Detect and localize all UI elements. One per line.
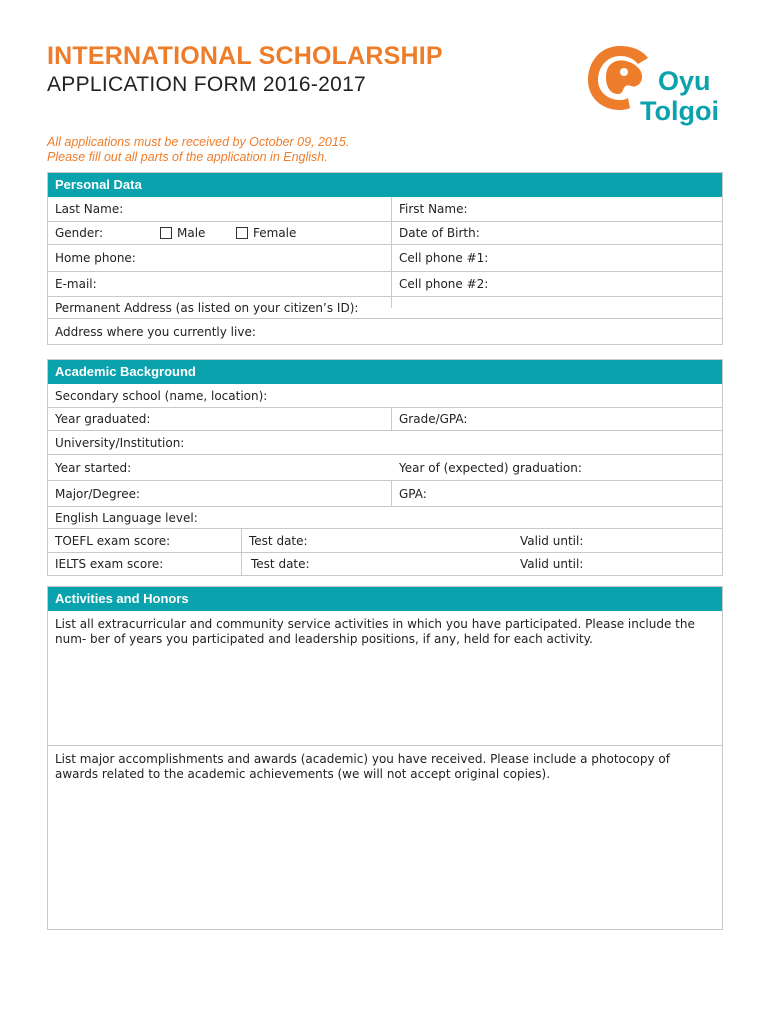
major-label: Major/Degree:	[55, 486, 141, 501]
academic-background-section	[47, 359, 723, 576]
toefl-test-date-label: Test date:	[249, 533, 308, 548]
male-label: Male	[177, 226, 206, 240]
email-label: E-mail:	[55, 277, 97, 291]
year-expected-label: Year of (expected) graduation:	[399, 460, 582, 475]
english-level-label: English Language level:	[55, 510, 198, 525]
university-label: University/Institution:	[55, 435, 185, 450]
female-option[interactable]	[236, 222, 296, 244]
dob-label: Date of Birth:	[399, 226, 480, 240]
year-graduated-label: Year graduated:	[55, 412, 151, 426]
secondary-school-row	[48, 384, 722, 407]
ielts-test-date-label: Test date:	[251, 557, 310, 571]
home-cell1-row	[48, 244, 722, 271]
personal-data-section	[47, 172, 723, 345]
cell-phone-1-label: Cell phone #1:	[399, 251, 489, 265]
male-checkbox[interactable]	[160, 227, 172, 239]
year-graduated-row	[48, 407, 722, 430]
gender-label: Gender:	[55, 226, 104, 240]
awards-box[interactable]	[48, 745, 722, 929]
university-row	[48, 430, 722, 454]
gpa-label: GPA:	[399, 486, 427, 501]
academic-background-heading: Academic Background	[48, 360, 722, 384]
permanent-address-label: Permanent Address (as listed on your citizen’s ID):	[55, 300, 359, 315]
secondary-school-label: Secondary school (name, location):	[55, 388, 268, 403]
activities-honors-heading: Activities and Honors	[48, 587, 722, 611]
major-row	[48, 480, 722, 506]
deadline-notice: All applications must be received by October 09, 2015.	[47, 135, 350, 149]
activities-honors-section	[47, 586, 723, 930]
activities-box[interactable]	[48, 611, 722, 745]
gender-dob-row	[48, 221, 722, 244]
current-address-label: Address where you currently live:	[55, 324, 256, 339]
logo-word-tolgoi: Tolgoi	[640, 96, 719, 126]
ielts-row	[48, 552, 722, 575]
english-level-row	[48, 506, 722, 528]
language-notice: Please fill out all parts of the application in English.	[47, 150, 328, 164]
grade-gpa-label: Grade/GPA:	[399, 412, 468, 426]
year-started-row	[48, 454, 722, 480]
cell-phone-2-label: Cell phone #2:	[399, 277, 489, 291]
awards-prompt: List major accomplishments and awards (academic) you have received. Please include a photocopy of awards related to the academic achievements (we will not accept original copies).	[55, 752, 670, 781]
toefl-label: TOEFL exam score:	[55, 533, 171, 548]
oyu-tolgoi-logo	[584, 40, 724, 135]
ielts-valid-label: Valid until:	[520, 557, 584, 571]
logo-word-oyu: Oyu	[658, 66, 711, 96]
female-checkbox[interactable]	[236, 227, 248, 239]
permanent-address-row	[48, 296, 722, 318]
personal-data-heading: Personal Data	[48, 173, 722, 197]
last-name-label: Last Name:	[55, 202, 124, 216]
form-subtitle: APPLICATION FORM 2016-2017	[47, 73, 367, 96]
ielts-label: IELTS exam score:	[55, 557, 164, 571]
activities-prompt: List all extracurricular and community service activities in which you have participated. Please include the num- ber of years you participated and leadership positions, if any, held for each activity.	[55, 617, 695, 646]
female-label: Female	[253, 226, 297, 240]
form-title: INTERNATIONAL SCHOLARSHIP	[47, 42, 443, 70]
first-name-label: First Name:	[399, 202, 468, 216]
current-address-row	[48, 318, 722, 344]
email-cell2-row	[48, 271, 722, 296]
year-started-label: Year started:	[55, 460, 132, 475]
toefl-valid-label: Valid until:	[520, 533, 584, 548]
home-phone-label: Home phone:	[55, 251, 136, 265]
last-first-name-row	[48, 197, 722, 221]
toefl-row	[48, 528, 722, 552]
male-option[interactable]	[160, 222, 205, 244]
